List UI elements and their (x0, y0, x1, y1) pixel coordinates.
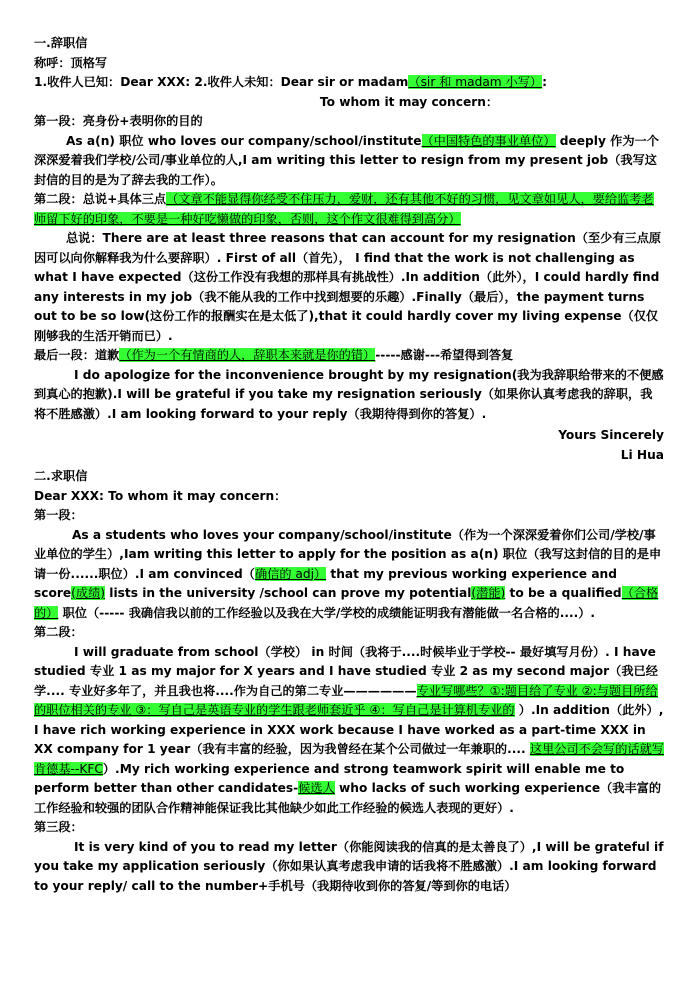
highlight-institution-note: （中国特色的事业单位） (421, 133, 556, 148)
signature: Li Hua (620, 447, 664, 462)
resign-final-heading-line (34, 346, 664, 366)
highlight-candidate: 候选人 (298, 781, 335, 795)
apply-para1-d: to be a qualified (505, 586, 622, 600)
highlight-convinced: 确信的 adj） (254, 566, 327, 581)
apply-para2-heading: 第二段： (34, 625, 83, 639)
apply-para2-b: ）.In addition（此外）, I have rich working experience in XXX work because I have worked as a part-time XXX in XX company for 1 year（我有丰富的经验，因为我曾经在某个公司做过一年兼职的.... (34, 703, 664, 756)
resign-para1-a: As a(n) 职位 who loves our company/school/institute (66, 133, 422, 148)
apply-para1-e: 职位（----- 我确信我以前的工作经验以及我在大学/学校的成绩能证明我有潜能做一名合格的....）. (58, 605, 596, 620)
application-salutation: Dear XXX: To whom it may concern： (34, 488, 287, 503)
apply-para3-heading: 第三段： (34, 820, 83, 834)
apply-para1-a: As a students who loves your company/school/institute（作为一个深深爱着你们公司/学校/事业单位的学生）,Iam writing this letter to apply for the position as a(n) 职位（我写这封信的目的是申请一份......职位）.I am convinced（ (34, 527, 662, 581)
highlight-potential: (潜能) (471, 586, 506, 600)
highlight-lowercase-note: （sir 和 madam 小写） (408, 75, 543, 89)
resign-final-tail: -----感谢---希望得到答复 (375, 348, 514, 362)
resign-final-body: I do apologize for the inconvenience brought by my resignation(我为我辞职给带来的不便感到真心的抱歉).I will be grateful if you take my resignation seriously（如果你认真考虑我的辞职，我将不胜感激）.I am looking forward to your reply（我期待得到你的答复）. (34, 367, 664, 421)
apply-para2-a: I will graduate from school（学校） in 时间（我将于....时候毕业于学校-- 最好填写月份）. I have studied 专业 1 as my major for X years and I have studied 专业 2 as my second major（我已经学.... 专业好多年了，并且我也将....作为自己的第二专业—————— (34, 644, 658, 698)
apply-para2-c: ）.My rich working experience and strong teamwork spirit will enable me to perform better than other candidates- (34, 761, 625, 795)
to-whom-line: To whom it may concern： (319, 94, 499, 109)
resign-para1-heading: 第一段：亮身份+表明你的目的 (34, 114, 203, 128)
apply-para3-body: It is very kind of you to read my letter（你能阅读我的信真的是太善良了）,I will be grateful if you take my application seriously（你如果认真考虑我申请的话我将不胜感激）.I am looking forward to your reply/ call to the number+手机号（我期待收到你的答复/等到你的电话） (34, 839, 664, 893)
highlight-tone-advice: （文章不能显得你经受不住压力，爱财，还有其他不好的习惯，见文章如见人，要给监考老师留下好的印象，不要是一种好吃懒做的印象，否则，这个作文很难得到高分） (34, 192, 654, 226)
apply-para1-c: lists in the university /school can prove my potential (105, 586, 472, 600)
highlight-major-options: 专业写哪些？①:题目给了专业 ②:与题目所给的职位相关的专业 ③：写自己是英语专业的学生跟老师套近乎 ④：写自己是计算机专业的 (34, 683, 658, 717)
resign-para2-heading: 第二段：总说+具体三点 (34, 192, 167, 206)
apply-para1 (34, 526, 664, 624)
closing: Yours Sincerely (558, 428, 664, 442)
apply-para1-heading: 第一段： (34, 508, 83, 522)
resign-para1-b: deeply 作为一个深深爱着我们学校/公司/事业单位的人,I am writing this letter to resign from my present job（我写这封信的目的是为了辞去我的工作）。 (34, 133, 659, 187)
highlight-score: (成绩) (71, 586, 106, 600)
salutation-label: 称呼：顶格写 (34, 55, 108, 70)
highlight-qualified: （合格的） (34, 586, 659, 620)
section1-title: 一.辞职信 (34, 36, 88, 50)
resign-final-heading: 最后一段：道歉 (34, 348, 120, 362)
salutation-rule (34, 73, 664, 93)
section2-title: 二.求职信 (34, 469, 88, 483)
salutation-text: 1.收件人已知：Dear XXX: 2.收件人未知：Dear sir or madam (34, 75, 409, 89)
apply-para2 (34, 643, 664, 819)
resign-para2-heading-line (34, 190, 664, 229)
salutation-end: : (542, 75, 547, 89)
apply-para2-d: who lacks of such working experience（我丰富的工作经验和较强的团队合作精神能保证我比其他缺少如此工作经验的候选人表现的更好）. (34, 781, 662, 815)
resign-para2-body: 总说：There are at least three reasons that can account for my resignation（至少有三点原因可以向你解释我为什么要辞职）. First of all（首先）， I find that the work is not challenging as what I have expected（这份工作没有我想的那样具有挑战性）.In addition（此外），I could hardly find any interests in my job（我不能从我的工作中找到想要的乐趣）.Finally（最后），the payment turns out to be so low(这份工作的报酬实在是太低了),that it could hardly cover my living expense（仅仅刚够我的生活开销而已）. (34, 231, 662, 343)
highlight-apology-note: （作为一个有情商的人，辞职本来就是你的错） (119, 348, 376, 362)
highlight-kfc-note: 这里公司不会写的话就写肯德基--KFC (34, 742, 664, 776)
apply-para1-b: that my previous working experience and score (34, 566, 617, 600)
resign-para1 (34, 132, 664, 191)
